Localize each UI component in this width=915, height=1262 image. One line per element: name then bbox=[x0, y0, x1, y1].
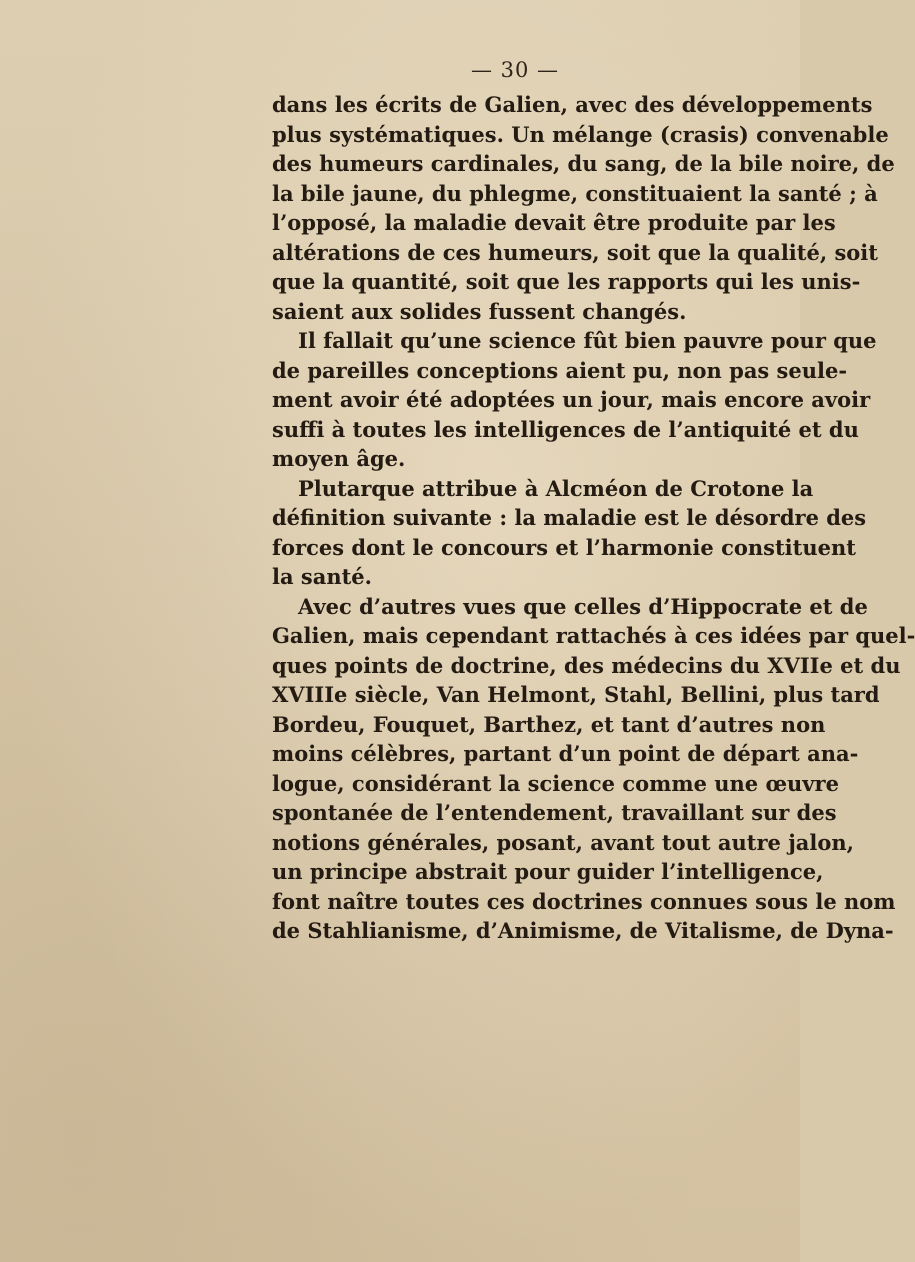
text-line: Bordeu, Fouquet, Barthez, et tant d’autres non bbox=[272, 711, 826, 737]
text-line: Avec d’autres vues que celles d’Hippocrate et de bbox=[298, 593, 868, 619]
text-line: plus systématiques. Un mélange (crasis) convenable bbox=[272, 121, 889, 147]
text-line: Il fallait qu’une science fût bien pauvre pour que bbox=[298, 328, 877, 353]
text-line: un principe abstrait pour guider l’intelligence, bbox=[272, 859, 824, 884]
text-line: saient aux solides fussent changés. bbox=[272, 298, 687, 324]
text-line: ques points de doctrine, des médecins du XVIIe et du bbox=[272, 652, 901, 678]
page-number: — 30 — bbox=[470, 58, 560, 82]
text-line: moyen âge. bbox=[272, 446, 406, 471]
text-line: la santé. bbox=[272, 564, 372, 589]
text-line: suffi à toutes les intelligences de l’antiquité et du bbox=[272, 416, 859, 442]
text-line: ment avoir été adoptées un jour, mais encore avoir bbox=[272, 387, 871, 412]
text-line: Plutarque attribue à Alcméon de Crotone la bbox=[298, 475, 814, 501]
text-line: Galien, mais cependant rattachés à ces idées par quel- bbox=[272, 623, 915, 648]
text-line: altérations de ces humeurs, soit que la qualité, soit bbox=[272, 239, 878, 265]
page-body-text bbox=[272, 90, 915, 946]
text-line: que la quantité, soit que les rapports qui les unis- bbox=[272, 269, 861, 294]
text-line: de pareilles conceptions aient pu, non pas seule- bbox=[272, 357, 848, 383]
text-line: spontanée de l’entendement, travaillant sur des bbox=[272, 800, 837, 825]
text-line: logue, considérant la science comme une œuvre bbox=[272, 770, 839, 796]
text-line: notions générales, posant, avant tout autre jalon, bbox=[272, 829, 854, 855]
text-line: forces dont le concours et l’harmonie constituent bbox=[272, 534, 856, 560]
text-line: la bile jaune, du phlegme, constituaient la santé ; à bbox=[272, 180, 878, 206]
text-line: moins célèbres, partant d’un point de départ ana- bbox=[272, 741, 859, 766]
text-line: font naître toutes ces doctrines connues sous le nom bbox=[272, 888, 896, 914]
text-line: des humeurs cardinales, du sang, de la bile noire, de bbox=[272, 151, 895, 176]
text-line: l’opposé, la maladie devait être produite par les bbox=[272, 210, 836, 235]
text-line: dans les écrits de Galien, avec des développements bbox=[272, 92, 873, 117]
text-line: de Stahlianisme, d’Animisme, de Vitalisme, de Dyna- bbox=[272, 918, 894, 943]
text-line: XVIIIe siècle, Van Helmont, Stahl, Bellini, plus tard bbox=[272, 682, 880, 707]
text-line: définition suivante : la maladie est le désordre des bbox=[272, 505, 867, 530]
